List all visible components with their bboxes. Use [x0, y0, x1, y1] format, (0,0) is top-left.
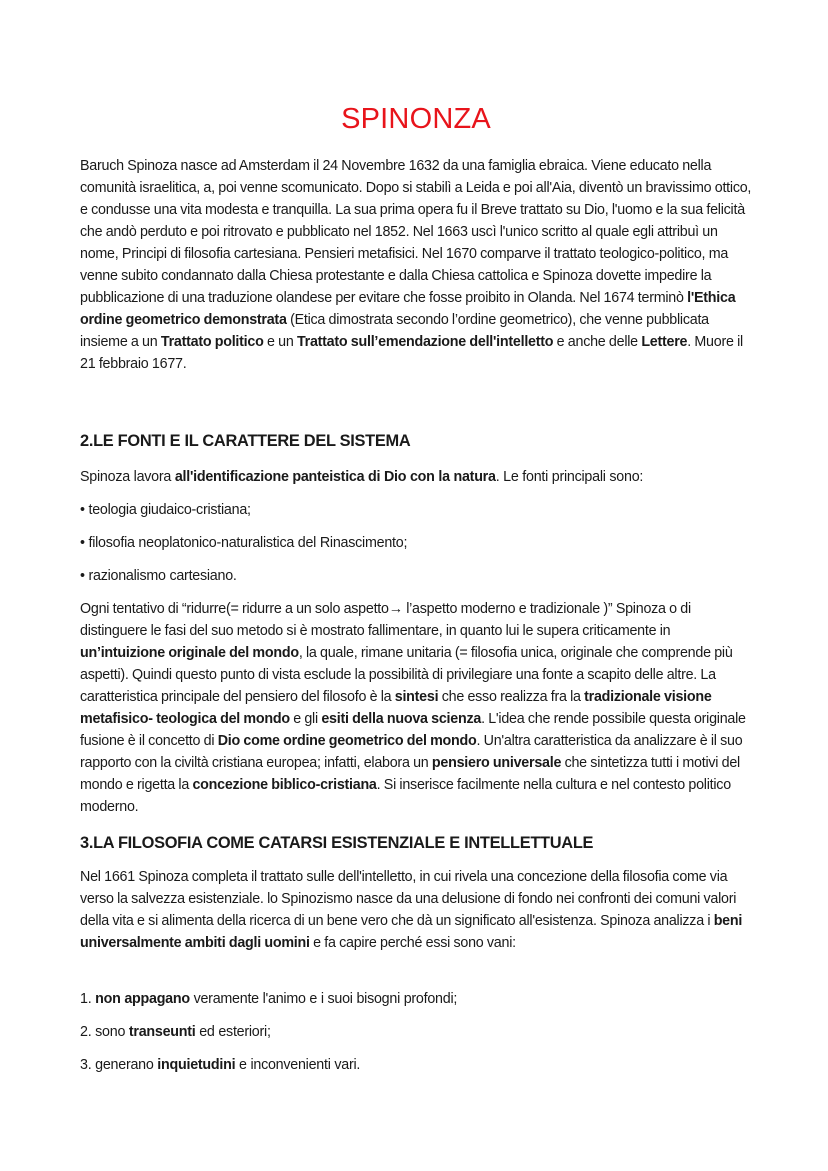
- body-bold: concezione biblico-cristiana: [192, 777, 377, 793]
- body-bold: un’intuizione originale del mondo: [80, 645, 299, 661]
- intro-bold-trattato-politico: Trattato politico: [160, 334, 264, 350]
- section2-heading: 2.LE FONTI E IL CARATTERE DEL SISTEMA: [80, 432, 411, 450]
- body-text: , la quale, rimane unitaria (= filosofia unica, originale che comprende più aspetti). Quindi questo punto di vista esclude la possibilità di privilegiare una fonte a scapito delle altre. La caratteristica principale del pensiero del filosofo è la: [80, 645, 733, 705]
- intro-text: (Etica dimostrata secondo l’ordine geometrico), che venne pubblicata insieme a un: [80, 312, 709, 350]
- body-bold: Dio come ordine geometrico del mondo: [217, 733, 477, 749]
- body-text: . L'idea che rende possibile questa originale fusione è il concetto di: [80, 711, 746, 749]
- body-text: e fa capire perché essi sono vani:: [309, 935, 516, 951]
- body-text: Ogni tentativo di “ridurre(= ridurre a un solo aspetto→ l’aspetto moderno e tradizionale )” Spinoza o di distinguere le fasi del suo metodo si è mostrato fallimentare, in quanto lui le supera criticamente in: [80, 601, 691, 639]
- intro-text: e un: [263, 334, 297, 350]
- item-text: 3. generano: [80, 1057, 158, 1073]
- lead-text: . Le fonti principali sono:: [495, 469, 644, 485]
- body-bold: esiti della nuova scienza: [321, 711, 482, 727]
- lead-bold: all'identificazione panteistica di Dio con la natura: [174, 469, 496, 485]
- item-text: e inconvenienti vari.: [235, 1057, 361, 1073]
- body-text: e gli: [289, 711, 322, 727]
- numbered-item: [80, 1054, 752, 1076]
- lead-text: Spinoza lavora: [80, 469, 175, 485]
- item-text: veramente l'animo e i suoi bisogni profondi;: [189, 991, 458, 1007]
- item-text: 1.: [80, 991, 96, 1007]
- section3-heading: 3.LA FILOSOFIA COME CATARSI ESISTENZIALE E INTELLETTUALE: [80, 834, 594, 852]
- intro-text: . Muore il 21 febbraio 1677.: [80, 334, 743, 372]
- body-bold: sintesi: [394, 689, 439, 705]
- body-bold: pensiero universale: [431, 755, 562, 771]
- body-text: che esso realizza fra la: [438, 689, 585, 705]
- intro-bold-lettere: Lettere: [641, 334, 688, 350]
- intro-text: e anche delle: [553, 334, 642, 350]
- intro-bold-ethica: l'Ethica ordine geometrico demonstrata: [80, 290, 736, 328]
- body-text: che sintetizza tutti i motivi del mondo e rigetta la: [80, 755, 740, 793]
- document-title: SPINONZA: [341, 103, 491, 135]
- body-bold: tradizionale visione metafisico- teologica del mondo: [80, 689, 712, 727]
- body-text: Nel 1661 Spinoza completa il trattato sulle dell'intelletto, in cui rivela una concezione della filosofia come via verso la salvezza esistenziale. lo Spinozismo nasce da una delusione di fondo nei confronti dei comuni valori della vita e si alimenta della ricerca di un bene vero che dà un significato all'esistenza. Spinoza analizza i: [80, 869, 737, 929]
- bullet-item: • filosofia neoplatonico-naturalistica del Rinascimento;: [80, 535, 408, 551]
- item-bold: transeunti: [128, 1024, 196, 1040]
- item-bold: inquietudini: [157, 1057, 236, 1073]
- intro-paragraph: [80, 155, 752, 375]
- body-text: . Un'altra caratteristica da analizzare è il suo rapporto con la civiltà cristiana europea; infatti, elabora un: [80, 733, 743, 771]
- intro-bold-trattato-emendazione: Trattato sull’emendazione dell'intelletto: [296, 334, 554, 350]
- item-bold: non appagano: [95, 991, 190, 1007]
- item-text: ed esteriori;: [195, 1024, 271, 1040]
- bullet-item: • teologia giudaico-cristiana;: [80, 502, 251, 518]
- body-bold: beni universalmente ambiti dagli uomini: [80, 913, 743, 951]
- body-text: . Si inserisce facilmente nella cultura e nel contesto politico moderno.: [80, 777, 731, 815]
- section2-lead: [80, 466, 752, 488]
- numbered-item: [80, 988, 752, 1010]
- bullet-item: • razionalismo cartesiano.: [80, 568, 237, 584]
- section3-body: [80, 866, 752, 954]
- intro-text: Baruch Spinoza nasce ad Amsterdam il 24 Novembre 1632 da una famiglia ebraica. Viene educato nella comunità israelitica, a, poi venne scomunicato. Dopo si stabilì a Leida e poi all'Aia, diventò un bravissimo ottico, e condusse una vita modesta e tranquilla. La sua prima opera fu il Breve trattato su Dio, l'uomo e la sua felicità che andò perduto e poi ritrovato e pubblicato nel 1852. Nel 1663 uscì l'unico scritto al quale egli attribuì un nome, Principi di filosofia cartesiana. Pensieri metafisici. Nel 1670 comparve il trattato teologico-politico, ma venne subito condannato dalla Chiesa protestante e dalla Chiesa cattolica e Spinoza dovette impedire la pubblicazione di una traduzione olandese per evitare che fosse proibito in Olanda. Nel 1674 terminò: [80, 158, 752, 306]
- item-text: 2. sono: [80, 1024, 129, 1040]
- section2-body: [80, 598, 752, 818]
- numbered-item: [80, 1021, 752, 1043]
